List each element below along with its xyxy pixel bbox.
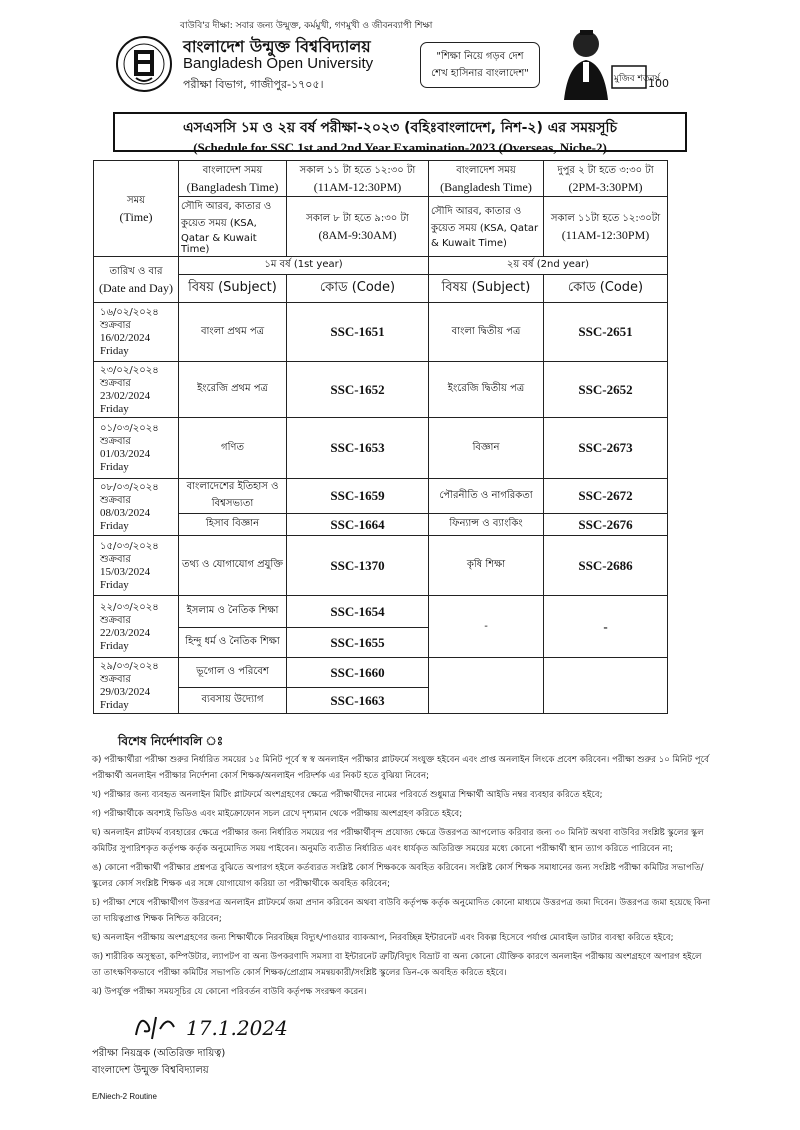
code-cell: SSC-2686 [544,536,668,596]
mujib-text: মুজিব শতবর্ষ [614,74,660,84]
time-label-bn: সময় [126,194,146,206]
code-cell: SSC-1659 [287,479,429,514]
university-name-bn: বাংলাদেশ উন্মুক্ত বিশ্ববিদ্যালয় [183,37,371,56]
y1-gulf-time-en: (8AM-9:30AM) [318,227,397,242]
instruction-item: ছ) অনলাইন পরীক্ষায় অংশগ্রহণের জন্য শিক্ষার্থীকে নিরবচ্ছিন্ন বিদ্যুৎ/পাওয়ার ব্যাকআপ, নিরবচ্ছিন্ন ইন্টারনেট এবং বিকল্প হিসেবে পর্যাপ্ত মোবাইল ডাটার ব্যবস্থা করিতে হইবে; [92,933,674,943]
instruction-item: খ) পরীক্ষার জন্য ব্যবহৃত অনলাইন মিটিং প্লাটফর্মে অংশগ্রহণের ক্ষেত্রে পরীক্ষার্থীদের নামের পরিবর্তে শুধুমাত্র শিক্ষার্থী আইডি নম্বর ব্যবহার করিতে হইবে; [92,790,603,800]
subject-cell: ইংরেজি দ্বিতীয় পত্র [429,362,544,418]
bd-time-bn-2: বাংলাদেশ সময় [456,164,516,176]
date-cell [94,303,179,362]
date-cell [94,536,179,596]
slogan-box [420,42,540,88]
instruction-item: চ) পরীক্ষা শেষে পরীক্ষার্থীগণ উত্তরপত্র অনলাইন প্লাটফর্মে জমা প্রদান করিবেন অথবা বাউবি কর্তৃপক্ষ কর্তৃক অনুমোদিত কোনো মাধ্যমে উত্তরপত্র জমা দিবেন। উত্তরপত্র জমা হয়েছে কিনা তা দায়িত্বপ্রাপ্ত শিক্ষক নিশ্চিত করিবেন; [92,898,711,924]
university-logo [116,34,172,94]
day-en: Friday [100,520,129,532]
code-cell: SSC-2672 [544,479,668,514]
schedule-row [94,362,668,418]
day-en: Friday [100,698,129,711]
subject-cell [429,658,544,714]
code-header-y2: কোড (Code) [544,275,668,303]
code-cell: SSC-2651 [544,303,668,362]
date-en: 22/03/2024 [100,626,151,639]
mujib-centenary-logo [556,22,678,102]
schedule-body [94,303,668,714]
date-day-bn: তারিখ ও বার [109,265,163,277]
day-bn: শুক্রবার [100,553,131,565]
title-bn: এসএসসি ১ম ও ২য় বর্ষ পরীক্ষা-২০২৩ (বহিঃবাংলাদেশ, নিশ-২) এর সময়সূচি [182,120,618,136]
schedule-row [94,536,668,596]
subject-cell: ভূগোল ও পরিবেশ [179,658,287,688]
y1-gulf-time-cell [287,197,429,257]
code-cell: SSC-2652 [544,362,668,418]
date-bn: ১৬/০২/২০২৪ [100,307,159,318]
day-en: Friday [100,461,129,473]
subject-cell: - [429,596,544,658]
y1-bd-time-bn: সকাল ১১ টা হতে ১২:৩০ টা [299,164,416,176]
y2-gulf-time-en: (11AM-12:30PM) [561,227,650,242]
code-cell: SSC-2676 [544,514,668,536]
code-cell: SSC-2673 [544,418,668,479]
date-en: 29/03/2024 [100,685,151,698]
date-cell [94,596,179,658]
code-cell: SSC-1660 [287,658,429,688]
day-bn: শুক্রবার [100,614,131,626]
code-cell: - [544,596,668,658]
instructions-list [92,752,712,1003]
subject-cell: ইংরেজি প্রথম পত্র [179,362,287,418]
y1-bd-time-en: (11AM-12:30PM) [313,179,402,194]
date-bn: ২৩/০২/২০২৪ [100,364,159,376]
schedule-row [94,418,668,479]
bd-time-bn: বাংলাদেশ সময় [202,164,263,176]
subject-header-y1: বিষয় (Subject) [179,275,287,303]
y2-bd-time-cell [544,161,668,197]
y2-bd-time-bn: দুপুর ২ টা হতে ৩:৩০ টা [557,164,654,176]
handwritten-signature [130,1005,320,1045]
date-day-en: (Date and Day) [99,280,173,295]
bd-time-cell-y2 [429,161,544,197]
date-day-header [94,257,179,303]
day-en: Friday [100,402,129,415]
y1-gulf-time-bn: সকাল ৮ টা হতে ৯:৩০ টা [306,212,409,224]
title-box [113,112,687,155]
y1-bd-time-cell [287,161,429,197]
bd-time-cell-y1 [179,161,287,197]
day-en: Friday [100,345,129,357]
date-bn: ০১/০৩/২০২৪ [100,423,159,434]
university-name-en: Bangladesh Open University [183,55,374,72]
date-bn: ০৮/০৩/২০২৪ [100,482,159,493]
code-cell: SSC-1653 [287,418,429,479]
date-bn: ২৯/০৩/২০২৪ [100,660,159,672]
slogan-line-1: "শিক্ষা নিয়ে গড়ব দেশ [436,51,524,62]
y2-bd-time-en: (2PM-3:30PM) [568,179,643,194]
code-cell: SSC-1654 [287,596,429,628]
subject-cell: পৌরনীতি ও নাগরিকতা [429,479,544,514]
motto: বাউবি'র দীক্ষা: সবার জন্য উন্মুক্ত, কর্মমুখী, গণমুখী ও জীবনব্যাপী শিক্ষা [180,21,433,31]
instruction-item: ঘ) অনলাইন প্লাটফর্ম ব্যবহারের ক্ষেত্রে পরীক্ষার জন্য নির্ধারিত সময়ের পর পরীক্ষার্থীবৃন্দ প্রযোজ্য ক্ষেত্রে উত্তরপত্র আপলোড করিবার জন্য ৩০ মিনিট অথবা বাউবির সংশ্লিষ্ট স্কুলের স্কুল কমিটির সুপারিশকৃত কর্তৃপক্ষ কর্তৃক অনুমোদিত সময় পাইবেন। অনুমতি ব্যতীত নির্ধারিত এবং ধার্যকৃত অতিরিক্ত সময়ের মধ্যে কোনো পরীক্ষার্থী স্থান ত্যাগ করিতে পারিবেন না; [92,828,704,854]
schedule-row [94,596,668,628]
time-label-en: (Time) [119,209,153,224]
date-cell [94,362,179,418]
subject-cell: বাংলাদেশের ইতিহাস ও বিশ্বসভ্যতা [179,479,287,514]
date-bn: ২২/০৩/২০২৪ [100,601,159,613]
schedule-row [94,303,668,362]
date-en: 23/02/2024 [100,389,151,402]
y2-gulf-time-cell [544,197,668,257]
date-cell [94,658,179,714]
subject-cell: বাংলা দ্বিতীয় পত্র [429,303,544,362]
day-bn: শুক্রবার [100,495,131,506]
instruction-item: ক) পরীক্ষার্থীরা পরীক্ষা শুরুর নির্ধারিত সময়ের ১৫ মিনিট পূর্বে স্ব স্ব অনলাইন পরীক্ষার প্লাটফর্মে সংযুক্ত হইবেন এবং প্রাপ্ত অনলাইন লিংকে প্রবেশ করিবেন। পরীক্ষা শুরুর ১০ মিনিট পূর্বে পরীক্ষার্থী অনলাইন পরীক্ষার নির্দেশনা কোর্স শিক্ষক/অনলাইন পরিদর্শক এর নিকট হতে বুঝিয়া নিবেন; [92,755,709,781]
bd-time-en-2: (Bangladesh Time) [440,179,532,194]
day-en: Friday [100,639,129,652]
subject-header-y2: বিষয় (Subject) [429,275,544,303]
schedule-row [94,479,668,514]
subject-cell: হিসাব বিজ্ঞান [179,514,287,536]
code-cell: SSC-1652 [287,362,429,418]
subject-cell: ব্যবসায় উদ্যোগ [179,688,287,714]
day-bn: শুক্রবার [100,673,131,685]
subject-cell: ফিন্যান্স ও ব্যাংকিং [429,514,544,536]
gulf-time-label-y2: সৌদি আরব, কাতার ও কুয়েত সময় (KSA, Qatar & Kuwait Time) [429,197,544,257]
gulf-time-label-y1: সৌদি আরব, কাতার ও কুয়েত সময় (KSA, Qatar & Kuwait Time) [179,197,287,257]
day-en: Friday [100,578,129,591]
slogan-line-2: শেখ হাসিনার বাংলাদেশ" [431,68,529,79]
date-en: 15/03/2024 [100,565,151,578]
code-cell: SSC-1664 [287,514,429,536]
schedule-row [94,514,668,536]
subject-cell: ইসলাম ও নৈতিক শিক্ষা [179,596,287,628]
code-cell: SSC-1655 [287,628,429,658]
instruction-item: গ) পরীক্ষার্থীকে অবশ্যই ভিডিও এবং মাইক্রোফোন সচল রেখে দৃশ্যমান থেকে পরীক্ষায় অংশগ্রহণ করিতে হইবে; [92,809,463,819]
year2-header: ২য় বর্ষ (2nd year) [429,257,668,275]
code-cell: SSC-1663 [287,688,429,714]
date-bn: ১৫/০৩/২০২৪ [100,540,159,552]
signatory-org: বাংলাদেশ উন্মুক্ত বিশ্ববিদ্যালয় [92,1065,209,1076]
department: পরীক্ষা বিভাগ, গাজীপুর-১৭০৫। [183,78,324,91]
footer-code: E/Niech-2 Routine [92,1092,157,1101]
day-bn: শুক্রবার [100,377,131,389]
code-cell [544,658,668,714]
date-en: 16/02/2024 [100,332,151,344]
signatory-title: পরীক্ষা নিয়ন্ত্রক (অতিরিক্ত দায়িত্ব) [92,1048,226,1059]
subject-cell: কৃষি শিক্ষা [429,536,544,596]
subject-cell: গণিত [179,418,287,479]
code-cell: SSC-1651 [287,303,429,362]
day-bn: শুক্রবার [100,320,131,331]
year1-header: ১ম বর্ষ (1st year) [179,257,429,275]
schedule-table [93,160,668,714]
date-cell [94,479,179,536]
instruction-item: ঙ) কোনো পরীক্ষার্থী পরীক্ষার প্রশ্নপত্র বুঝিতে অপারগ হইলে কর্তব্যরত সংশ্লিষ্ট কোর্স শিক্ষককে অবহিত করিবেন। সংশ্লিষ্ট কোর্স শিক্ষক সমাধানের জন্য সংশ্লিষ্ট পরীক্ষা কমিটির সভাপতি/স্কুলের কোর্স সংশ্লিষ্ট শিক্ষক এর সঙ্গে যোগাযোগ করিয়া তা পরীক্ষার্থীকে অবহিত করিবেন; [92,863,704,889]
instructions-heading: বিশেষ নির্দেশাবলি ঃ [118,734,224,748]
title-en: (Schedule for SSC 1st and 2nd Year Examination-2023 (Overseas, Niche-2) [193,140,607,155]
subject-cell: তথ্য ও যোগাযোগ প্রযুক্তি [179,536,287,596]
code-header-y1: কোড (Code) [287,275,429,303]
date-en: 08/03/2024 [100,507,151,519]
bd-time-en: (Bangladesh Time) [186,179,279,194]
signature-date: 17.1.2024 [186,1016,288,1040]
time-label-cell [94,161,179,257]
date-cell [94,418,179,479]
subject-cell: বাংলা প্রথম পত্র [179,303,287,362]
day-bn: শুক্রবার [100,436,131,447]
subject-cell: বিজ্ঞান [429,418,544,479]
schedule-row [94,658,668,688]
subject-cell: হিন্দু ধর্ম ও নৈতিক শিক্ষা [179,628,287,658]
date-en: 01/03/2024 [100,448,151,460]
instruction-item: জ) শারীরিক অসুস্থতা, কম্পিউটার, ল্যাপটপ বা অন্য উপকরণাদি সমস্যা বা ইন্টারনেট ত্রুটি/বিদ্যুৎ বিভ্রাট বা অন্য কোনো যৌক্তিক কারণে অনলাইন পরীক্ষায় অংশগ্রহণে অপারগ হইলে তা তাৎক্ষণিকভাবে পরীক্ষা কমিটির সভাপতি কোর্স শিক্ষক/প্রোগ্রাম সমন্বয়কারী/সংশ্লিষ্ট স্কুলের ডিন-কে অবহিত করিতে হইবে। [92,952,702,978]
mujib-100: 100 [648,77,669,90]
y2-gulf-time-bn: সকাল ১১টা হতে ১২:৩০টা [550,212,661,224]
code-cell: SSC-1370 [287,536,429,596]
instruction-item: ঝ) উপর্যুক্ত পরীক্ষা সময়সূচির যে কোনো পরিবর্তন বাউবি কর্তৃপক্ষ সংরক্ষণ করেন। [92,987,367,997]
